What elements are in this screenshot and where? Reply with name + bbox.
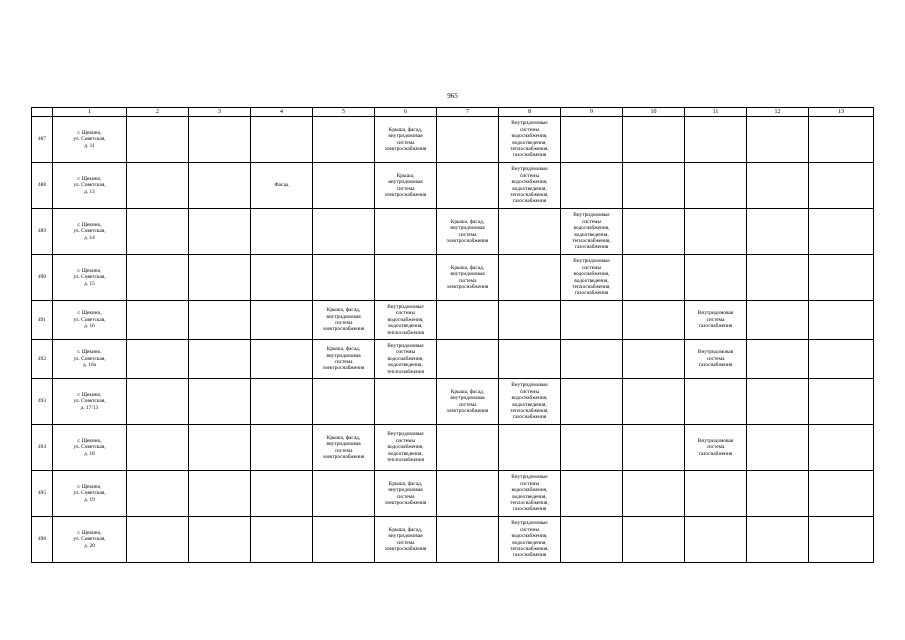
row-number-cell: 495: [32, 471, 53, 517]
address-cell: [53, 209, 127, 255]
work-type-text: Внутридомовые системы водоснабжения, водоотведения, теплоснабжения: [386, 342, 425, 375]
column-header-2: 2: [127, 108, 189, 117]
work-type-cell: [747, 209, 809, 255]
work-type-cell: [375, 379, 437, 425]
column-header-8: 8: [499, 108, 561, 117]
work-type-cell: [127, 301, 189, 340]
work-type-text: Внутридомовые системы водоснабжения, водоотведения, теплоснабжения: [386, 431, 425, 464]
work-type-cell: [685, 301, 747, 340]
work-type-text: Крыша, фасад, внутридомовая система электроснабжения: [322, 307, 365, 333]
work-type-cell: [375, 517, 437, 563]
work-type-text: Крыша, фасад, внутридомовая система электроснабжения: [384, 126, 427, 152]
work-type-cell: [251, 379, 313, 425]
work-type-cell: [189, 517, 251, 563]
column-header-5: 5: [313, 108, 375, 117]
work-type-cell: [251, 163, 313, 209]
address-cell: [53, 517, 127, 563]
work-type-cell: [809, 255, 874, 301]
work-type-cell: [189, 117, 251, 163]
work-type-cell: [375, 163, 437, 209]
address-cell: [53, 379, 127, 425]
work-type-cell: [313, 117, 375, 163]
work-type-cell: [623, 379, 685, 425]
column-header-6: 6: [375, 108, 437, 117]
work-type-cell: [685, 425, 747, 471]
work-type-cell: [437, 117, 499, 163]
work-type-cell: [499, 163, 561, 209]
work-type-cell: [127, 379, 189, 425]
work-type-cell: [747, 255, 809, 301]
table-row: [32, 255, 874, 301]
work-type-cell: [127, 209, 189, 255]
work-type-cell: [127, 117, 189, 163]
work-type-cell: [127, 163, 189, 209]
work-type-cell: [809, 209, 874, 255]
work-type-cell: [499, 425, 561, 471]
work-type-cell: [561, 425, 623, 471]
work-type-cell: [685, 379, 747, 425]
work-type-text: Фасад: [274, 182, 289, 189]
work-type-cell: [561, 301, 623, 340]
work-type-cell: [313, 379, 375, 425]
work-type-text: Крыша, внутридомовая система электроснабжения: [384, 172, 427, 198]
work-type-text: Внутридомовые системы водоснабжения, водоотведения, теплоснабжения, газоснабжения: [510, 120, 549, 159]
work-type-cell: [189, 301, 251, 340]
work-type-text: Крыша, фасад, внутридомовая система электроснабжения: [446, 218, 489, 244]
work-type-cell: [561, 209, 623, 255]
column-header-0: [32, 108, 53, 117]
work-type-cell: [375, 209, 437, 255]
work-type-cell: [189, 163, 251, 209]
work-type-text: Внутридомовые системы водоснабжения, водоотведения, теплоснабжения, газоснабжения: [572, 212, 611, 251]
row-number-cell: 496: [32, 517, 53, 563]
row-number-cell: 493: [32, 379, 53, 425]
work-type-text: Внутридомовые системы водоснабжения, водоотведения, теплоснабжения, газоснабжения: [510, 520, 549, 559]
address-cell: [53, 255, 127, 301]
work-type-cell: [499, 301, 561, 340]
work-type-cell: [313, 163, 375, 209]
work-type-cell: [685, 255, 747, 301]
table-row: [32, 163, 874, 209]
address-cell: [53, 340, 127, 379]
work-type-cell: [437, 471, 499, 517]
work-type-cell: [561, 117, 623, 163]
column-header-7: 7: [437, 108, 499, 117]
work-type-cell: [747, 301, 809, 340]
table-header: [32, 108, 874, 117]
address-text: г. Щекино, ул. Советская, д. 13: [73, 175, 106, 195]
column-header-11: 11: [685, 108, 747, 117]
work-type-cell: [685, 471, 747, 517]
work-type-cell: [375, 117, 437, 163]
work-type-cell: [809, 301, 874, 340]
work-type-text: Внутридомовые системы водоснабжения, водоотведения, теплоснабжения: [386, 303, 425, 336]
work-type-cell: [561, 471, 623, 517]
work-type-cell: [313, 471, 375, 517]
work-type-cell: [127, 340, 189, 379]
work-type-cell: [499, 117, 561, 163]
work-type-cell: [685, 517, 747, 563]
work-type-text: Крыша, фасад, внутридомовая система электроснабжения: [322, 346, 365, 372]
work-type-cell: [685, 340, 747, 379]
work-type-cell: [747, 471, 809, 517]
work-type-text: Крыша, фасад, внутридомовая система электроснабжения: [322, 434, 365, 460]
work-type-cell: [251, 425, 313, 471]
table-row: [32, 209, 874, 255]
column-header-4: 4: [251, 108, 313, 117]
work-type-cell: [809, 425, 874, 471]
work-type-cell: [189, 209, 251, 255]
address-text: г. Щекино, ул. Советская, д. 19: [73, 483, 106, 503]
row-number-cell: 492: [32, 340, 53, 379]
work-type-cell: [499, 517, 561, 563]
work-type-cell: [623, 340, 685, 379]
address-text: г. Щекино, ул. Советская, д. 18: [73, 437, 106, 457]
address-text: г. Щекино, ул. Советская, д. 14: [73, 221, 106, 241]
table-row: [32, 379, 874, 425]
table-row: [32, 301, 874, 340]
work-type-cell: [189, 255, 251, 301]
work-type-cell: [809, 117, 874, 163]
address-cell: [53, 117, 127, 163]
work-type-cell: [809, 163, 874, 209]
row-number-cell: 491: [32, 301, 53, 340]
work-type-cell: [499, 209, 561, 255]
work-type-cell: [437, 517, 499, 563]
work-type-cell: [747, 517, 809, 563]
work-type-cell: [251, 340, 313, 379]
work-type-cell: [251, 117, 313, 163]
table-row: [32, 340, 874, 379]
work-type-cell: [623, 425, 685, 471]
work-type-cell: [747, 117, 809, 163]
work-type-cell: [189, 340, 251, 379]
work-type-cell: [127, 425, 189, 471]
work-type-cell: [623, 117, 685, 163]
address-cell: [53, 163, 127, 209]
work-type-cell: [747, 379, 809, 425]
work-type-text: Внутридомовая система газоснабжения: [697, 349, 734, 369]
column-header-3: 3: [189, 108, 251, 117]
address-text: г. Щекино, ул. Советская, д. 11: [73, 129, 106, 149]
address-cell: [53, 301, 127, 340]
work-type-cell: [561, 379, 623, 425]
work-type-text: Внутридомовая система газоснабжения: [697, 437, 734, 457]
work-type-cell: [313, 209, 375, 255]
work-type-cell: [685, 209, 747, 255]
work-type-cell: [251, 301, 313, 340]
address-text: г. Щекино, ул. Советская, д. 20: [73, 529, 106, 549]
work-type-cell: [747, 163, 809, 209]
table-row: [32, 471, 874, 517]
work-type-cell: [809, 340, 874, 379]
work-type-cell: [251, 517, 313, 563]
work-type-cell: [561, 255, 623, 301]
work-type-cell: [375, 471, 437, 517]
work-type-cell: [127, 517, 189, 563]
work-type-cell: [747, 425, 809, 471]
work-type-cell: [561, 340, 623, 379]
work-type-cell: [809, 517, 874, 563]
address-cell: [53, 471, 127, 517]
table-row: [32, 517, 874, 563]
work-type-cell: [747, 340, 809, 379]
work-type-cell: [375, 340, 437, 379]
work-type-cell: [189, 425, 251, 471]
work-type-cell: [189, 379, 251, 425]
work-type-cell: [313, 255, 375, 301]
work-type-cell: [499, 379, 561, 425]
address-text: г. Щекино, ул. Советская, д. 16: [73, 310, 106, 330]
column-header-10: 10: [623, 108, 685, 117]
work-type-cell: [437, 255, 499, 301]
work-type-cell: [499, 255, 561, 301]
work-type-cell: [437, 379, 499, 425]
work-type-cell: [375, 425, 437, 471]
work-type-text: Внутридомовая система газоснабжения: [697, 310, 734, 330]
column-header-1: 1: [53, 108, 127, 117]
work-type-cell: [251, 255, 313, 301]
address-text: г. Щекино, ул. Советская, д. 16а: [73, 349, 106, 369]
row-number-cell: 490: [32, 255, 53, 301]
work-type-cell: [499, 340, 561, 379]
work-type-text: Крыша, фасад, внутридомовая система электроснабжения: [384, 526, 427, 552]
work-type-cell: [375, 255, 437, 301]
table-body: [32, 117, 874, 563]
row-number-cell: 494: [32, 425, 53, 471]
row-number-cell: 489: [32, 209, 53, 255]
work-type-text: Крыша, фасад, внутридомовая система электроснабжения: [446, 388, 489, 414]
work-type-cell: [437, 209, 499, 255]
work-type-cell: [623, 301, 685, 340]
work-type-cell: [685, 117, 747, 163]
work-type-cell: [127, 471, 189, 517]
column-header-12: 12: [747, 108, 809, 117]
work-type-cell: [561, 517, 623, 563]
work-type-cell: [685, 163, 747, 209]
work-type-cell: [437, 163, 499, 209]
work-type-cell: [313, 340, 375, 379]
work-type-cell: [809, 379, 874, 425]
work-type-cell: [251, 471, 313, 517]
table-row: [32, 117, 874, 163]
address-text: г. Щекино, ул. Советская, д. 17/13: [73, 391, 106, 411]
work-type-text: Внутридомовые системы водоснабжения, водоотведения, теплоснабжения, газоснабжения: [572, 258, 611, 297]
column-header-13: 13: [809, 108, 874, 117]
column-number-row: [32, 108, 874, 117]
row-number-cell: 487: [32, 117, 53, 163]
work-type-cell: [437, 340, 499, 379]
work-type-cell: [499, 471, 561, 517]
work-type-cell: [809, 471, 874, 517]
address-cell: [53, 425, 127, 471]
work-type-cell: [623, 209, 685, 255]
work-type-cell: [623, 163, 685, 209]
work-type-cell: [623, 517, 685, 563]
page-number: 965: [447, 92, 458, 100]
work-type-cell: [251, 209, 313, 255]
address-text: г. Щекино, ул. Советская, д. 15: [73, 267, 106, 287]
column-header-9: 9: [561, 108, 623, 117]
table-row: [32, 425, 874, 471]
work-type-text: Крыша, фасад, внутридомовая система электроснабжения: [446, 264, 489, 290]
work-type-cell: [313, 301, 375, 340]
work-type-cell: [623, 255, 685, 301]
work-type-cell: [127, 255, 189, 301]
work-type-text: Внутридомовые системы водоснабжения, водоотведения, теплоснабжения, газоснабжения: [510, 474, 549, 513]
work-type-cell: [561, 163, 623, 209]
row-number-cell: 488: [32, 163, 53, 209]
work-type-cell: [313, 425, 375, 471]
work-type-text: Внутридомовые системы водоснабжения, водоотведения, теплоснабжения, газоснабжения: [510, 166, 549, 205]
work-type-cell: [437, 425, 499, 471]
work-type-cell: [375, 301, 437, 340]
work-type-cell: [623, 471, 685, 517]
work-type-cell: [189, 471, 251, 517]
work-type-text: Крыша, фасад, внутридомовая система электроснабжения: [384, 480, 427, 506]
work-type-cell: [313, 517, 375, 563]
work-type-cell: [437, 301, 499, 340]
work-type-text: Внутридомовые системы водоснабжения, водоотведения, теплоснабжения, газоснабжения: [510, 382, 549, 421]
repair-schedule-table: [31, 107, 874, 563]
